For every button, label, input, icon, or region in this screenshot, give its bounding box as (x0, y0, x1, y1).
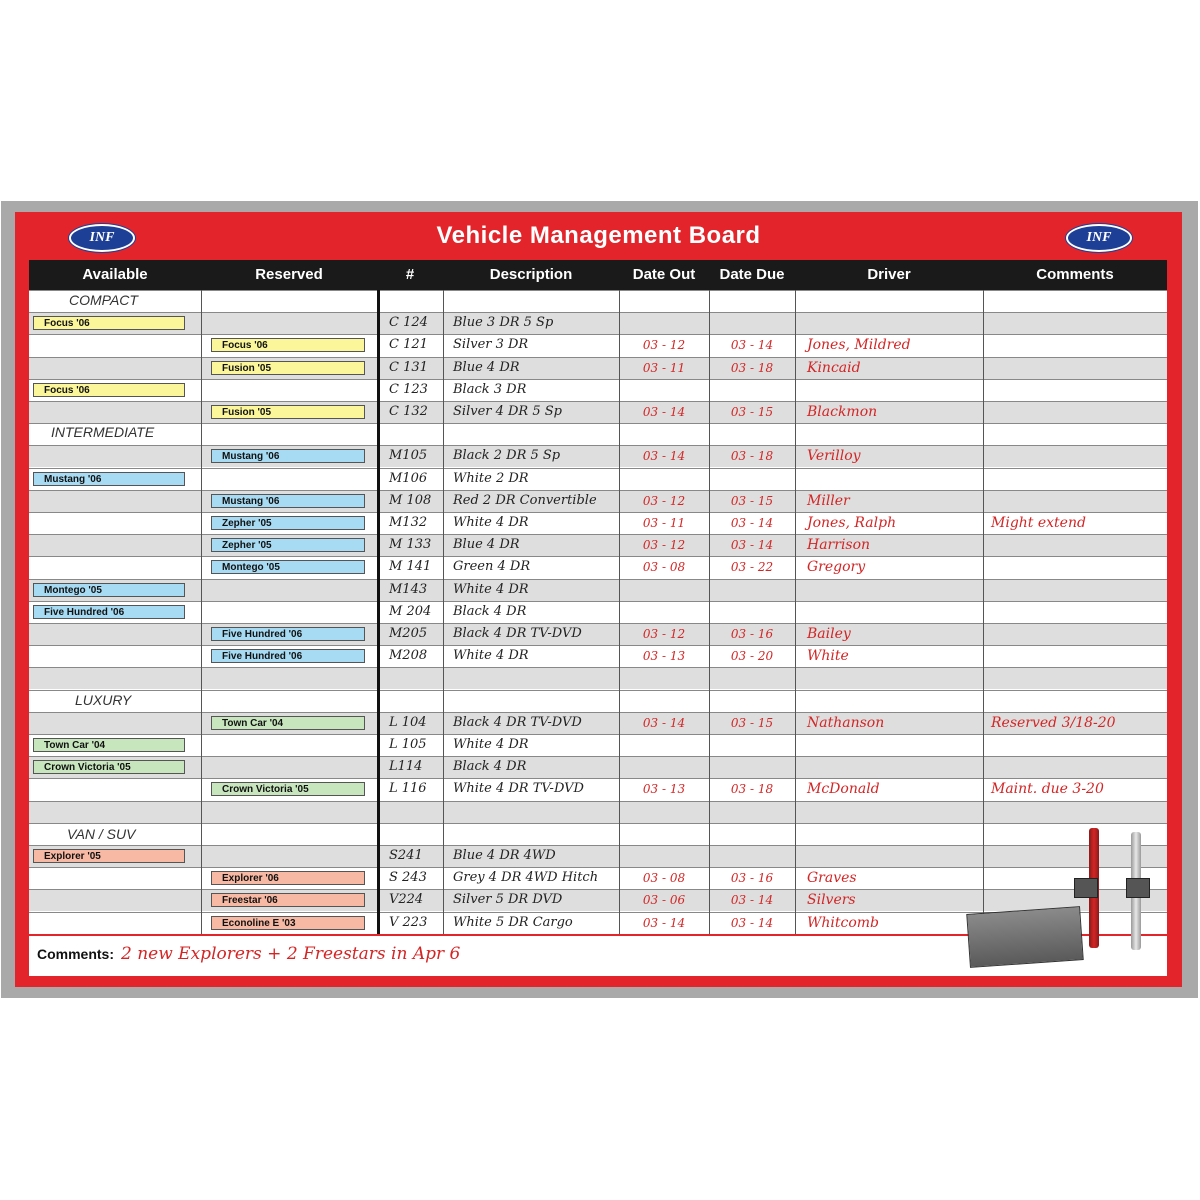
date-due: 03 - 18 (730, 360, 774, 375)
reserved-vehicle-tag: Five Hundred '06 (211, 649, 365, 663)
grid-column-divider (795, 290, 796, 934)
reserved-vehicle-tag: Freestar '06 (211, 893, 365, 907)
vehicle-number: V 223 (389, 914, 428, 930)
row-comment: Reserved 3/18-20 (991, 714, 1116, 731)
vehicle-number: L 105 (389, 737, 427, 752)
date-due: 03 - 18 (730, 449, 774, 464)
driver-name: Kincaid (807, 359, 861, 376)
available-vehicle-tag: Crown Victoria '05 (33, 760, 185, 774)
grid-row-line (29, 290, 1167, 291)
vehicle-description: White 2 DR (453, 470, 529, 486)
grid-column-divider (983, 290, 984, 934)
driver-name: Harrison (807, 537, 871, 554)
driver-name: Whitcomb (807, 914, 880, 931)
vehicle-number: M208 (389, 648, 428, 664)
date-due: 03 - 20 (730, 649, 774, 664)
row-comment: Might extend (991, 515, 1086, 531)
vehicle-number: V224 (389, 892, 424, 908)
vehicle-number: C 124 (389, 315, 428, 331)
col-available-header: Available (82, 266, 148, 283)
date-out: 03 - 14 (642, 405, 686, 419)
driver-name: Jones, Ralph (807, 515, 897, 531)
reserved-vehicle-tag: Zepher '05 (211, 538, 365, 552)
col-description-header: Description (489, 266, 573, 283)
eraser (966, 906, 1083, 968)
vehicle-number: M105 (389, 448, 428, 464)
date-out: 03 - 11 (642, 516, 686, 530)
date-due: 03 - 14 (730, 338, 774, 353)
date-out: 03 - 08 (642, 560, 686, 575)
vehicle-number: C 132 (389, 404, 428, 419)
vehicle-description: Grey 4 DR 4WD Hitch (453, 870, 599, 886)
grid-row-stripe (29, 667, 1167, 689)
vehicle-description: Blue 4 DR (453, 359, 520, 375)
marker-clip-left (1074, 878, 1098, 898)
available-vehicle-tag: Focus '06 (33, 316, 185, 330)
vehicle-number: C 131 (389, 359, 428, 375)
vehicle-number: M106 (389, 470, 428, 486)
grid-row-stripe (29, 290, 1167, 312)
col-driver-header: Driver (867, 266, 911, 283)
schedule-grid (29, 290, 1167, 934)
vehicle-description: Black 3 DR (453, 381, 527, 397)
date-out: 03 - 12 (642, 493, 686, 508)
grid-column-divider (619, 290, 620, 934)
vehicle-number: C 123 (389, 381, 428, 397)
marker-clip-right (1126, 878, 1150, 898)
vehicle-number: M 141 (389, 559, 432, 575)
date-out: 03 - 12 (642, 538, 686, 553)
category-intermediate: INTERMEDIATE (51, 424, 155, 440)
footer-comments-label: Comments: (37, 946, 115, 962)
vehicle-description: Blue 4 DR (453, 537, 520, 553)
grid-row-stripe (29, 801, 1167, 823)
vehicle-description: White 4 DR (453, 581, 529, 597)
available-vehicle-tag: Focus '06 (33, 383, 185, 397)
grid-column-divider (709, 290, 710, 934)
whiteboard (15, 212, 1182, 987)
vehicle-number: M132 (389, 515, 428, 530)
date-due: 03 - 14 (730, 516, 774, 530)
reserved-vehicle-tag: Montego '05 (211, 560, 365, 574)
vehicle-description: Blue 4 DR 4WD (453, 848, 556, 863)
date-out: 03 - 14 (642, 449, 686, 464)
grid-row-line (29, 690, 1167, 691)
grid-row-stripe (29, 423, 1167, 445)
reserved-vehicle-tag: Zepher '05 (211, 516, 365, 530)
reserved-vehicle-tag: Focus '06 (211, 338, 365, 352)
grid-row-line (29, 823, 1167, 824)
date-out: 03 - 13 (642, 649, 686, 664)
inf-logo-left: INF (69, 224, 135, 252)
driver-name: Gregory (807, 559, 866, 576)
grid-row-line (29, 801, 1167, 802)
inf-logo-right: INF (1066, 224, 1132, 252)
vehicle-number: M 133 (389, 537, 432, 553)
vehicle-description: Silver 4 DR 5 Sp (453, 404, 562, 419)
date-out: 03 - 12 (642, 627, 686, 641)
date-due: 03 - 15 (730, 493, 774, 508)
driver-name: Silvers (807, 892, 856, 909)
date-due: 03 - 22 (730, 560, 774, 575)
col-date-due-header: Date Due (719, 266, 785, 283)
available-vehicle-tag: Explorer '05 (33, 849, 185, 863)
available-vehicle-tag: Montego '05 (33, 583, 185, 597)
date-due: 03 - 14 (730, 538, 774, 553)
vehicle-number: M143 (389, 581, 428, 597)
col-number-header: # (405, 266, 415, 283)
row-comment: Maint. due 3-20 (991, 781, 1104, 798)
reserved-vehicle-tag: Mustang '06 (211, 494, 365, 508)
vehicle-number: M205 (389, 626, 428, 641)
vehicle-number: M 204 (389, 603, 432, 619)
grid-column-divider (201, 290, 202, 934)
date-out: 03 - 06 (642, 893, 686, 908)
available-vehicle-tag: Five Hundred '06 (33, 605, 185, 619)
date-due: 03 - 14 (730, 893, 774, 908)
date-due: 03 - 16 (730, 871, 774, 886)
vehicle-number: L 116 (389, 781, 427, 797)
category-luxury: LUXURY (75, 692, 132, 708)
vehicle-number: L 104 (389, 714, 427, 730)
category-compact: COMPACT (69, 292, 138, 308)
date-out: 03 - 13 (642, 782, 686, 797)
vehicle-description: White 4 DR (453, 737, 529, 752)
vehicle-number: M 108 (389, 492, 432, 508)
date-due: 03 - 14 (730, 915, 774, 930)
date-due: 03 - 18 (730, 782, 774, 797)
col-reserved-header: Reserved (255, 266, 323, 283)
grid-row-line (29, 667, 1167, 668)
vehicle-number: S 243 (389, 870, 427, 886)
reserved-vehicle-tag: Fusion '05 (211, 405, 365, 419)
driver-name: Verilloy (807, 448, 861, 465)
vehicle-description: Black 2 DR 5 Sp (453, 448, 561, 464)
date-out: 03 - 12 (642, 338, 686, 353)
reserved-vehicle-tag: Mustang '06 (211, 449, 365, 463)
vehicle-number: L114 (389, 759, 423, 775)
board-title: Vehicle Management Board (436, 222, 761, 249)
col-date-out-header: Date Out (632, 266, 696, 283)
vehicle-description: Silver 5 DR DVD (453, 892, 563, 908)
driver-name: McDonald (807, 781, 880, 798)
reserved-vehicle-tag: Crown Victoria '05 (211, 782, 365, 796)
vehicle-description: White 4 DR (453, 515, 529, 530)
date-out: 03 - 14 (642, 715, 686, 730)
category-van-suv: VAN / SUV (67, 826, 136, 842)
board-frame (1, 201, 1198, 998)
date-out: 03 - 11 (642, 360, 686, 375)
reserved-vehicle-tag: Explorer '06 (211, 871, 365, 885)
vehicle-description: White 5 DR Cargo (453, 914, 573, 930)
vehicle-description: Black 4 DR (453, 603, 527, 619)
driver-name: Bailey (807, 626, 851, 642)
vehicle-description: Silver 3 DR (453, 337, 529, 353)
date-due: 03 - 15 (730, 405, 774, 419)
reserved-vehicle-tag: Town Car '04 (211, 716, 365, 730)
vehicle-description: White 4 DR TV-DVD (453, 781, 584, 797)
reserved-vehicle-tag: Fusion '05 (211, 361, 365, 375)
vehicle-description: Black 4 DR TV-DVD (453, 714, 582, 730)
vehicle-description: Red 2 DR Convertible (453, 492, 597, 508)
grid-column-divider (443, 290, 444, 934)
vehicle-description: Green 4 DR (453, 559, 531, 575)
vehicle-number: S241 (389, 848, 423, 863)
driver-name: Jones, Mildred (807, 337, 911, 354)
col-comments-header: Comments (1036, 266, 1114, 283)
date-due: 03 - 15 (730, 715, 774, 730)
reserved-vehicle-tag: Five Hundred '06 (211, 627, 365, 641)
vehicle-description: Black 4 DR (453, 759, 527, 775)
reserved-vehicle-tag: Econoline E '03 (211, 916, 365, 930)
vehicle-number: C 121 (389, 337, 428, 353)
grid-row-line (29, 423, 1167, 424)
column-header-bar (29, 260, 1167, 290)
date-due: 03 - 16 (730, 627, 774, 641)
vehicle-description: White 4 DR (453, 648, 529, 664)
available-vehicle-tag: Town Car '04 (33, 738, 185, 752)
vehicle-description: Blue 3 DR 5 Sp (453, 315, 554, 331)
driver-name: White (807, 648, 849, 665)
available-vehicle-tag: Mustang '06 (33, 472, 185, 486)
driver-name: Miller (807, 492, 850, 509)
vehicle-description: Black 4 DR TV-DVD (453, 626, 582, 641)
grid-row-stripe (29, 690, 1167, 712)
date-out: 03 - 14 (642, 915, 686, 930)
driver-name: Graves (807, 870, 857, 887)
footer-comments-text: 2 new Explorers + 2 Freestars in Apr 6 (121, 944, 461, 964)
grid-column-divider (377, 290, 380, 934)
driver-name: Nathanson (807, 714, 885, 731)
date-out: 03 - 08 (642, 871, 686, 886)
driver-name: Blackmon (807, 404, 878, 420)
grid-row-stripe (29, 823, 1167, 845)
